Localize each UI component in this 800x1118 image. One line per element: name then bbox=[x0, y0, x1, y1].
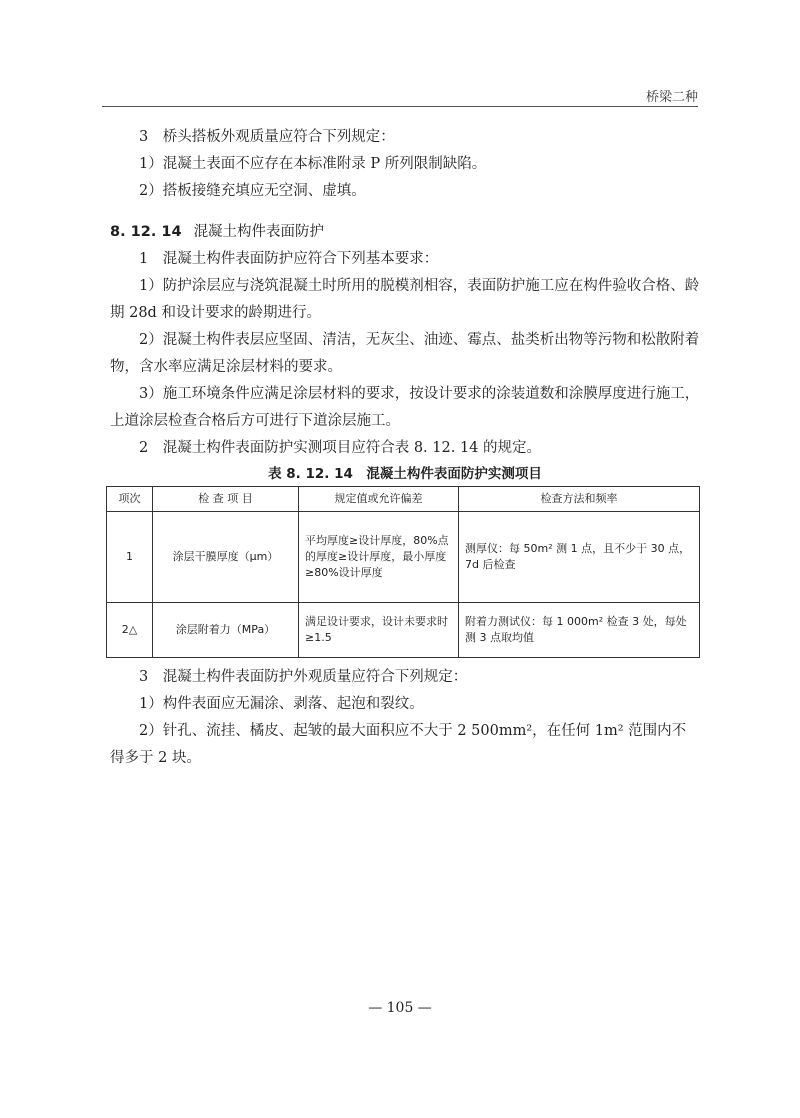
table-header-row bbox=[107, 487, 700, 512]
table-cell: 2△ bbox=[107, 603, 153, 658]
paragraph: 2）搭板接缝充填应无空洞、虚填。 bbox=[139, 183, 366, 199]
page-number: — 105 — bbox=[368, 1000, 432, 1016]
table-cell: 平均厚度≥设计厚度，80%点的厚度≥设计厚度，最小厚度≥80%设计厚度 bbox=[299, 512, 459, 603]
paragraph: 3）施工环境条件应满足涂层材料的要求，按设计要求的涂装道数和涂膜厚度进行施工，上道涂层检查合格后方可进行下道涂层施工。 bbox=[110, 386, 700, 429]
table-cell: 1 bbox=[107, 512, 153, 603]
table-cell: 涂层附着力（MPa） bbox=[153, 603, 299, 658]
header-rule bbox=[102, 106, 698, 107]
paragraph: 2）针孔、流挂、橘皮、起皱的最大面积应不大于 2 500mm²，在任何 1m² 范围内不得多于 2 块。 bbox=[110, 723, 687, 766]
paragraph: 2 混凝土构件表面防护实测项目应符合表 8. 12. 14 的规定。 bbox=[139, 440, 542, 456]
paragraph: 3 桥头搭板外观质量应符合下列规定： bbox=[139, 129, 395, 145]
table-header: 规定值或允许偏差 bbox=[299, 487, 459, 512]
table-row bbox=[107, 512, 700, 603]
running-header: 桥梁二种 bbox=[645, 90, 698, 105]
table-cell: 测厚仪：每 50m² 测 1 点，且不少于 30 点，7d 后检查 bbox=[459, 512, 700, 603]
section-number: 8. 12. 14 bbox=[110, 224, 182, 240]
paragraph: 2）混凝土构件表层应坚固、清洁，无灰尘、油迹、霉点、盐类析出物等污物和松散附着物，含水率应满足涂层材料的要求。 bbox=[110, 332, 700, 375]
paragraph: 1）防护涂层应与浇筑混凝土时所用的脱模剂相容，表面防护施工应在构件验收合格、龄期 28d 和设计要求的龄期进行。 bbox=[110, 278, 700, 321]
paragraph: 3 混凝土构件表面防护外观质量应符合下列规定： bbox=[139, 669, 468, 685]
section-title: 混凝土构件表面防护 bbox=[193, 224, 325, 240]
table-header: 项次 bbox=[107, 487, 153, 512]
table-header: 检 查 项 目 bbox=[153, 487, 299, 512]
paragraph: 1）混凝土表面不应存在本标准附录 P 所列限制缺陷。 bbox=[139, 156, 487, 172]
table-header: 检查方法和频率 bbox=[459, 487, 700, 512]
page-body bbox=[110, 124, 700, 772]
paragraph: 1 混凝土构件表面防护应符合下列基本要求： bbox=[139, 251, 439, 267]
section-heading bbox=[110, 219, 700, 246]
table-cell: 涂层干膜厚度（μm） bbox=[153, 512, 299, 603]
table-title: 表 8. 12. 14 混凝土构件表面防护实测项目 bbox=[268, 466, 542, 482]
inspection-table bbox=[106, 486, 700, 658]
table-cell: 附着力测试仪：每 1 000m² 检查 3 处，每处测 3 点取均值 bbox=[459, 603, 700, 658]
table-cell: 满足设计要求，设计未要求时≥1.5 bbox=[299, 603, 459, 658]
table-row bbox=[107, 603, 700, 658]
paragraph: 1）构件表面应无漏涂、剥落、起泡和裂纹。 bbox=[139, 696, 424, 712]
